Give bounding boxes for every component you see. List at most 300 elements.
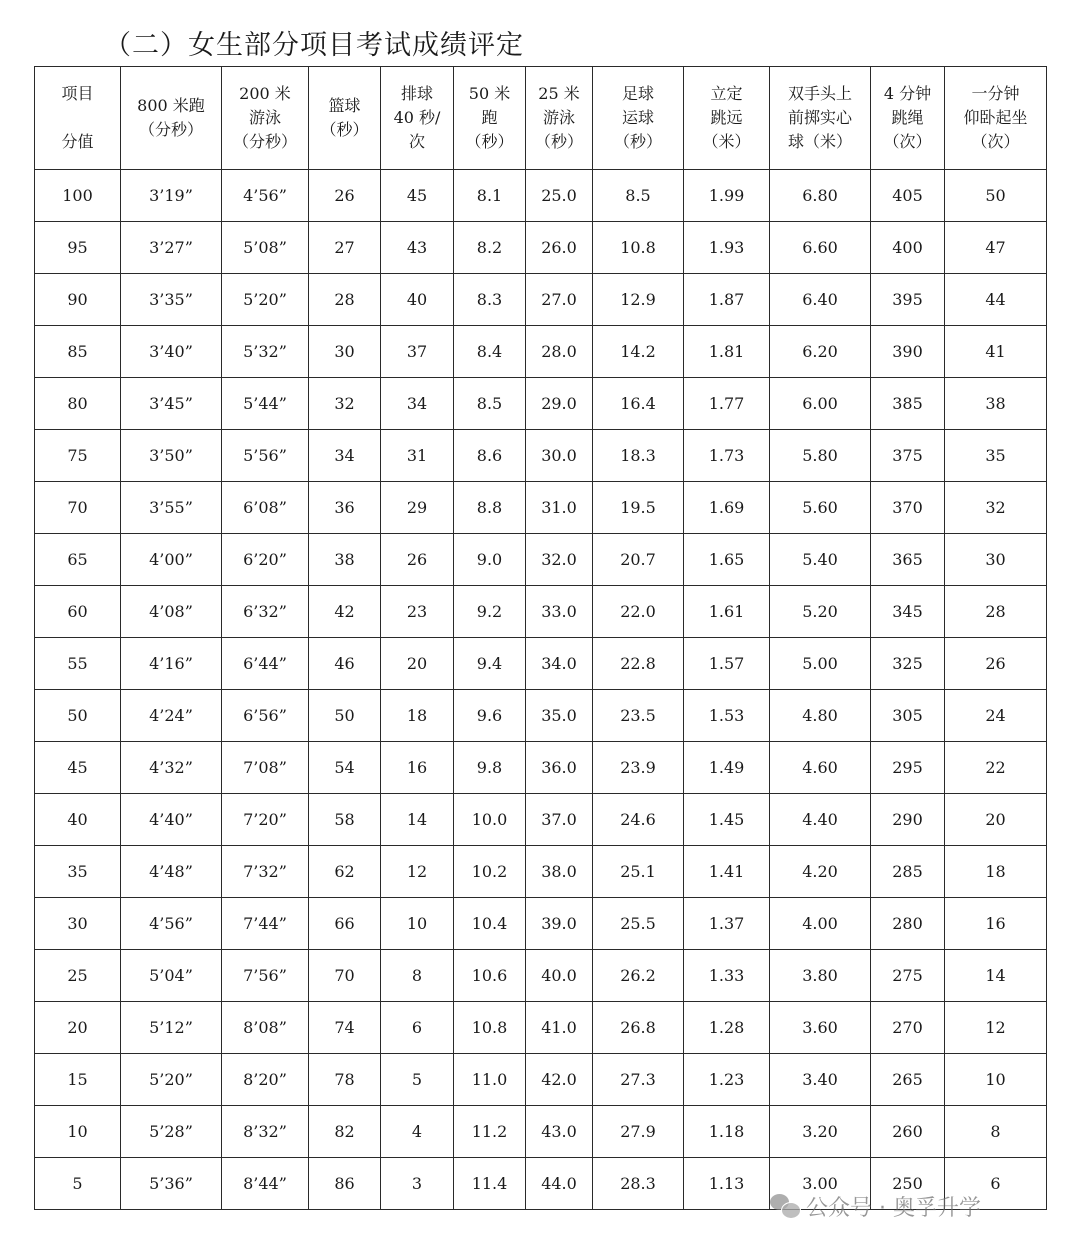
value-cell: 280 bbox=[871, 898, 945, 950]
value-cell: 34.0 bbox=[526, 638, 593, 690]
header-line: 仰卧起坐 bbox=[963, 108, 1028, 127]
value-cell: 23.9 bbox=[593, 742, 684, 794]
value-cell: 82 bbox=[309, 1106, 381, 1158]
value-cell: 4 bbox=[381, 1106, 454, 1158]
value-cell: 32 bbox=[309, 378, 381, 430]
value-cell: 18 bbox=[945, 846, 1047, 898]
value-cell: 6.40 bbox=[770, 274, 871, 326]
value-cell: 5’08” bbox=[222, 222, 309, 274]
value-cell: 50 bbox=[945, 170, 1047, 222]
header-col-10 bbox=[871, 67, 945, 170]
value-cell: 3 bbox=[381, 1158, 454, 1210]
value-cell: 1.18 bbox=[684, 1106, 770, 1158]
value-cell: 4.00 bbox=[770, 898, 871, 950]
header-row bbox=[35, 67, 1047, 170]
value-cell: 1.37 bbox=[684, 898, 770, 950]
value-cell: 44.0 bbox=[526, 1158, 593, 1210]
value-cell: 8’44” bbox=[222, 1158, 309, 1210]
value-cell: 41.0 bbox=[526, 1002, 593, 1054]
score-cell: 45 bbox=[35, 742, 121, 794]
score-cell: 80 bbox=[35, 378, 121, 430]
value-cell: 5’44” bbox=[222, 378, 309, 430]
value-cell: 20 bbox=[945, 794, 1047, 846]
table-row bbox=[35, 794, 1047, 846]
table-row bbox=[35, 170, 1047, 222]
value-cell: 26 bbox=[381, 534, 454, 586]
header-line: 运球 bbox=[621, 108, 654, 127]
value-cell: 25.0 bbox=[526, 170, 593, 222]
value-cell: 35.0 bbox=[526, 690, 593, 742]
value-cell: 46 bbox=[309, 638, 381, 690]
value-cell: 5.20 bbox=[770, 586, 871, 638]
table-row bbox=[35, 1158, 1047, 1210]
score-cell: 35 bbox=[35, 846, 121, 898]
value-cell: 3.00 bbox=[770, 1158, 871, 1210]
value-cell: 38.0 bbox=[526, 846, 593, 898]
table-body bbox=[35, 170, 1047, 1210]
header-line: 立定 bbox=[710, 84, 743, 103]
value-cell: 5’20” bbox=[121, 1054, 222, 1106]
value-cell: 3.20 bbox=[770, 1106, 871, 1158]
value-cell: 54 bbox=[309, 742, 381, 794]
value-cell: 9.6 bbox=[454, 690, 526, 742]
score-cell: 50 bbox=[35, 690, 121, 742]
value-cell: 3.40 bbox=[770, 1054, 871, 1106]
score-cell: 20 bbox=[35, 1002, 121, 1054]
value-cell: 1.53 bbox=[684, 690, 770, 742]
value-cell: 31.0 bbox=[526, 482, 593, 534]
score-cell: 95 bbox=[35, 222, 121, 274]
value-cell: 8.1 bbox=[454, 170, 526, 222]
value-cell: 37 bbox=[381, 326, 454, 378]
value-cell: 375 bbox=[871, 430, 945, 482]
header-line: 25 米 bbox=[538, 84, 580, 103]
table-row bbox=[35, 1002, 1047, 1054]
value-cell: 23.5 bbox=[593, 690, 684, 742]
value-cell: 38 bbox=[309, 534, 381, 586]
table-row bbox=[35, 950, 1047, 1002]
value-cell: 1.69 bbox=[684, 482, 770, 534]
header-line: 游泳 bbox=[248, 108, 281, 127]
header-line: 次 bbox=[408, 132, 425, 151]
value-cell: 325 bbox=[871, 638, 945, 690]
value-cell: 5’56” bbox=[222, 430, 309, 482]
value-cell: 6’20” bbox=[222, 534, 309, 586]
value-cell: 1.28 bbox=[684, 1002, 770, 1054]
value-cell: 6’32” bbox=[222, 586, 309, 638]
header-col-11 bbox=[945, 67, 1047, 170]
value-cell: 6.20 bbox=[770, 326, 871, 378]
value-cell: 22 bbox=[945, 742, 1047, 794]
table-row bbox=[35, 742, 1047, 794]
header-line: 4 分钟 bbox=[883, 84, 932, 103]
value-cell: 8 bbox=[381, 950, 454, 1002]
value-cell: 8.8 bbox=[454, 482, 526, 534]
value-cell: 22.0 bbox=[593, 586, 684, 638]
score-cell: 90 bbox=[35, 274, 121, 326]
header-col-2 bbox=[222, 67, 309, 170]
value-cell: 8.3 bbox=[454, 274, 526, 326]
value-cell: 28.0 bbox=[526, 326, 593, 378]
value-cell: 42.0 bbox=[526, 1054, 593, 1106]
value-cell: 24.6 bbox=[593, 794, 684, 846]
value-cell: 6 bbox=[945, 1158, 1047, 1210]
value-cell: 5.40 bbox=[770, 534, 871, 586]
value-cell: 9.8 bbox=[454, 742, 526, 794]
header-line: 前掷实心 bbox=[787, 108, 852, 127]
table-row bbox=[35, 898, 1047, 950]
value-cell: 5’32” bbox=[222, 326, 309, 378]
value-cell: 4’48” bbox=[121, 846, 222, 898]
value-cell: 31 bbox=[381, 430, 454, 482]
header-line: 足球 bbox=[621, 84, 654, 103]
header-line: 跳远 bbox=[710, 108, 743, 127]
value-cell: 3’45” bbox=[121, 378, 222, 430]
table-row bbox=[35, 846, 1047, 898]
value-cell: 5’36” bbox=[121, 1158, 222, 1210]
value-cell: 26 bbox=[309, 170, 381, 222]
value-cell: 390 bbox=[871, 326, 945, 378]
value-cell: 285 bbox=[871, 846, 945, 898]
value-cell: 7’08” bbox=[222, 742, 309, 794]
value-cell: 5.60 bbox=[770, 482, 871, 534]
value-cell: 47 bbox=[945, 222, 1047, 274]
value-cell: 4’56” bbox=[121, 898, 222, 950]
value-cell: 12.9 bbox=[593, 274, 684, 326]
value-cell: 6’08” bbox=[222, 482, 309, 534]
value-cell: 27 bbox=[309, 222, 381, 274]
value-cell: 5.00 bbox=[770, 638, 871, 690]
value-cell: 10.0 bbox=[454, 794, 526, 846]
score-cell: 25 bbox=[35, 950, 121, 1002]
value-cell: 20 bbox=[381, 638, 454, 690]
header-col-9 bbox=[770, 67, 871, 170]
header-line: 球（米） bbox=[787, 132, 852, 151]
table-row bbox=[35, 222, 1047, 274]
header-line: （次） bbox=[971, 132, 1020, 151]
value-cell: 18.3 bbox=[593, 430, 684, 482]
value-cell: 34 bbox=[381, 378, 454, 430]
value-cell: 275 bbox=[871, 950, 945, 1002]
header-line: （秒） bbox=[534, 132, 583, 151]
value-cell: 30 bbox=[945, 534, 1047, 586]
page-title: （二）女生部分项目考试成绩评定 bbox=[104, 30, 524, 61]
value-cell: 1.13 bbox=[684, 1158, 770, 1210]
value-cell: 6 bbox=[381, 1002, 454, 1054]
value-cell: 10.2 bbox=[454, 846, 526, 898]
value-cell: 1.93 bbox=[684, 222, 770, 274]
value-cell: 5’20” bbox=[222, 274, 309, 326]
value-cell: 6.00 bbox=[770, 378, 871, 430]
value-cell: 50 bbox=[309, 690, 381, 742]
value-cell: 14 bbox=[381, 794, 454, 846]
value-cell: 1.23 bbox=[684, 1054, 770, 1106]
value-cell: 10.8 bbox=[593, 222, 684, 274]
value-cell: 4’08” bbox=[121, 586, 222, 638]
value-cell: 41 bbox=[945, 326, 1047, 378]
value-cell: 1.33 bbox=[684, 950, 770, 1002]
value-cell: 8.4 bbox=[454, 326, 526, 378]
table-row bbox=[35, 274, 1047, 326]
value-cell: 5’12” bbox=[121, 1002, 222, 1054]
score-cell: 15 bbox=[35, 1054, 121, 1106]
value-cell: 3’50” bbox=[121, 430, 222, 482]
value-cell: 14.2 bbox=[593, 326, 684, 378]
value-cell: 74 bbox=[309, 1002, 381, 1054]
value-cell: 22.8 bbox=[593, 638, 684, 690]
header-line: （秒） bbox=[465, 132, 514, 151]
value-cell: 16.4 bbox=[593, 378, 684, 430]
value-cell: 345 bbox=[871, 586, 945, 638]
value-cell: 7’32” bbox=[222, 846, 309, 898]
value-cell: 4.40 bbox=[770, 794, 871, 846]
value-cell: 4.80 bbox=[770, 690, 871, 742]
value-cell: 9.0 bbox=[454, 534, 526, 586]
value-cell: 10.8 bbox=[454, 1002, 526, 1054]
value-cell: 10.4 bbox=[454, 898, 526, 950]
table-row bbox=[35, 638, 1047, 690]
value-cell: 8.5 bbox=[454, 378, 526, 430]
value-cell: 5’28” bbox=[121, 1106, 222, 1158]
value-cell: 4’32” bbox=[121, 742, 222, 794]
value-cell: 265 bbox=[871, 1054, 945, 1106]
value-cell: 4’16” bbox=[121, 638, 222, 690]
value-cell: 1.77 bbox=[684, 378, 770, 430]
value-cell: 20.7 bbox=[593, 534, 684, 586]
value-cell: 16 bbox=[381, 742, 454, 794]
value-cell: 24 bbox=[945, 690, 1047, 742]
value-cell: 32 bbox=[945, 482, 1047, 534]
value-cell: 8 bbox=[945, 1106, 1047, 1158]
value-cell: 29.0 bbox=[526, 378, 593, 430]
value-cell: 7’56” bbox=[222, 950, 309, 1002]
value-cell: 66 bbox=[309, 898, 381, 950]
value-cell: 19.5 bbox=[593, 482, 684, 534]
score-cell: 60 bbox=[35, 586, 121, 638]
value-cell: 43 bbox=[381, 222, 454, 274]
value-cell: 86 bbox=[309, 1158, 381, 1210]
value-cell: 28.3 bbox=[593, 1158, 684, 1210]
value-cell: 25.1 bbox=[593, 846, 684, 898]
value-cell: 70 bbox=[309, 950, 381, 1002]
score-table bbox=[34, 66, 1047, 1210]
value-cell: 8.2 bbox=[454, 222, 526, 274]
value-cell: 3’27” bbox=[121, 222, 222, 274]
value-cell: 1.61 bbox=[684, 586, 770, 638]
header-line: （分秒） bbox=[232, 132, 297, 151]
value-cell: 40 bbox=[381, 274, 454, 326]
value-cell: 395 bbox=[871, 274, 945, 326]
value-cell: 4’00” bbox=[121, 534, 222, 586]
value-cell: 295 bbox=[871, 742, 945, 794]
value-cell: 12 bbox=[945, 1002, 1047, 1054]
table-row bbox=[35, 482, 1047, 534]
value-cell: 27.0 bbox=[526, 274, 593, 326]
value-cell: 42 bbox=[309, 586, 381, 638]
value-cell: 35 bbox=[945, 430, 1047, 482]
value-cell: 405 bbox=[871, 170, 945, 222]
value-cell: 36 bbox=[309, 482, 381, 534]
table-row bbox=[35, 326, 1047, 378]
value-cell: 23 bbox=[381, 586, 454, 638]
table-row bbox=[35, 586, 1047, 638]
value-cell: 6’44” bbox=[222, 638, 309, 690]
value-cell: 3’55” bbox=[121, 482, 222, 534]
value-cell: 30.0 bbox=[526, 430, 593, 482]
value-cell: 1.57 bbox=[684, 638, 770, 690]
header-col-8 bbox=[684, 67, 770, 170]
value-cell: 1.99 bbox=[684, 170, 770, 222]
value-cell: 62 bbox=[309, 846, 381, 898]
value-cell: 8’08” bbox=[222, 1002, 309, 1054]
value-cell: 260 bbox=[871, 1106, 945, 1158]
table-row bbox=[35, 1106, 1047, 1158]
value-cell: 11.4 bbox=[454, 1158, 526, 1210]
score-cell: 70 bbox=[35, 482, 121, 534]
value-cell: 1.87 bbox=[684, 274, 770, 326]
value-cell: 370 bbox=[871, 482, 945, 534]
value-cell: 36.0 bbox=[526, 742, 593, 794]
header-line: 游泳 bbox=[542, 108, 575, 127]
value-cell: 305 bbox=[871, 690, 945, 742]
value-cell: 9.2 bbox=[454, 586, 526, 638]
score-cell: 85 bbox=[35, 326, 121, 378]
value-cell: 365 bbox=[871, 534, 945, 586]
header-line: 40 秒/ bbox=[393, 108, 441, 127]
value-cell: 26.0 bbox=[526, 222, 593, 274]
value-cell: 290 bbox=[871, 794, 945, 846]
value-cell: 10 bbox=[945, 1054, 1047, 1106]
header-line: 跳绳 bbox=[891, 108, 924, 127]
header-line: 200 米 bbox=[239, 84, 291, 103]
table-row bbox=[35, 690, 1047, 742]
value-cell: 32.0 bbox=[526, 534, 593, 586]
value-cell: 28 bbox=[945, 586, 1047, 638]
value-cell: 38 bbox=[945, 378, 1047, 430]
header-col-6 bbox=[526, 67, 593, 170]
value-cell: 9.4 bbox=[454, 638, 526, 690]
value-cell: 43.0 bbox=[526, 1106, 593, 1158]
header-line: 50 米 bbox=[468, 84, 511, 103]
value-cell: 14 bbox=[945, 950, 1047, 1002]
value-cell: 12 bbox=[381, 846, 454, 898]
value-cell: 27.3 bbox=[593, 1054, 684, 1106]
score-cell: 55 bbox=[35, 638, 121, 690]
value-cell: 11.2 bbox=[454, 1106, 526, 1158]
table-row bbox=[35, 534, 1047, 586]
header-corner-score: 分值 bbox=[61, 132, 94, 151]
value-cell: 78 bbox=[309, 1054, 381, 1106]
header-line: 双手头上 bbox=[787, 84, 852, 103]
header-line: 排球 bbox=[400, 84, 433, 103]
value-cell: 5 bbox=[381, 1054, 454, 1106]
value-cell: 3’35” bbox=[121, 274, 222, 326]
value-cell: 3’19” bbox=[121, 170, 222, 222]
value-cell: 28 bbox=[309, 274, 381, 326]
value-cell: 400 bbox=[871, 222, 945, 274]
value-cell: 44 bbox=[945, 274, 1047, 326]
value-cell: 29 bbox=[381, 482, 454, 534]
value-cell: 3.80 bbox=[770, 950, 871, 1002]
value-cell: 8.5 bbox=[593, 170, 684, 222]
header-col-7 bbox=[593, 67, 684, 170]
table-row bbox=[35, 430, 1047, 482]
score-cell: 40 bbox=[35, 794, 121, 846]
header-col-4 bbox=[381, 67, 454, 170]
value-cell: 40.0 bbox=[526, 950, 593, 1002]
header-line: （米） bbox=[702, 132, 751, 151]
value-cell: 7’20” bbox=[222, 794, 309, 846]
value-cell: 1.41 bbox=[684, 846, 770, 898]
value-cell: 8.6 bbox=[454, 430, 526, 482]
score-cell: 75 bbox=[35, 430, 121, 482]
value-cell: 34 bbox=[309, 430, 381, 482]
value-cell: 16 bbox=[945, 898, 1047, 950]
value-cell: 10 bbox=[381, 898, 454, 950]
value-cell: 5’04” bbox=[121, 950, 222, 1002]
table-row bbox=[35, 1054, 1047, 1106]
value-cell: 4.20 bbox=[770, 846, 871, 898]
header-col-5 bbox=[454, 67, 526, 170]
value-cell: 26.2 bbox=[593, 950, 684, 1002]
header-line: 篮球 bbox=[328, 96, 361, 115]
value-cell: 3’40” bbox=[121, 326, 222, 378]
header-col-3 bbox=[309, 67, 381, 170]
score-cell: 10 bbox=[35, 1106, 121, 1158]
value-cell: 11.0 bbox=[454, 1054, 526, 1106]
value-cell: 27.9 bbox=[593, 1106, 684, 1158]
value-cell: 7’44” bbox=[222, 898, 309, 950]
header-line: （次） bbox=[883, 132, 932, 151]
value-cell: 4.60 bbox=[770, 742, 871, 794]
value-cell: 250 bbox=[871, 1158, 945, 1210]
value-cell: 1.81 bbox=[684, 326, 770, 378]
value-cell: 26 bbox=[945, 638, 1047, 690]
score-cell: 100 bbox=[35, 170, 121, 222]
value-cell: 37.0 bbox=[526, 794, 593, 846]
value-cell: 4’56” bbox=[222, 170, 309, 222]
value-cell: 45 bbox=[381, 170, 454, 222]
table-header bbox=[35, 67, 1047, 170]
value-cell: 4’24” bbox=[121, 690, 222, 742]
value-cell: 1.65 bbox=[684, 534, 770, 586]
value-cell: 58 bbox=[309, 794, 381, 846]
value-cell: 5.80 bbox=[770, 430, 871, 482]
value-cell: 270 bbox=[871, 1002, 945, 1054]
header-col-1 bbox=[121, 67, 222, 170]
header-line: （分秒） bbox=[138, 120, 203, 139]
value-cell: 10.6 bbox=[454, 950, 526, 1002]
value-cell: 1.73 bbox=[684, 430, 770, 482]
score-cell: 65 bbox=[35, 534, 121, 586]
value-cell: 26.8 bbox=[593, 1002, 684, 1054]
value-cell: 6.60 bbox=[770, 222, 871, 274]
value-cell: 6.80 bbox=[770, 170, 871, 222]
value-cell: 4’40” bbox=[121, 794, 222, 846]
header-corner bbox=[35, 67, 121, 170]
value-cell: 33.0 bbox=[526, 586, 593, 638]
value-cell: 8’20” bbox=[222, 1054, 309, 1106]
value-cell: 3.60 bbox=[770, 1002, 871, 1054]
score-cell: 5 bbox=[35, 1158, 121, 1210]
watermark-text: 公众号 · 奥孚升学 bbox=[806, 1195, 981, 1221]
value-cell: 25.5 bbox=[593, 898, 684, 950]
header-line: 800 米跑 bbox=[137, 96, 205, 115]
header-corner-item: 项目 bbox=[61, 84, 94, 103]
value-cell: 385 bbox=[871, 378, 945, 430]
header-line: 跑 bbox=[481, 108, 498, 127]
value-cell: 39.0 bbox=[526, 898, 593, 950]
